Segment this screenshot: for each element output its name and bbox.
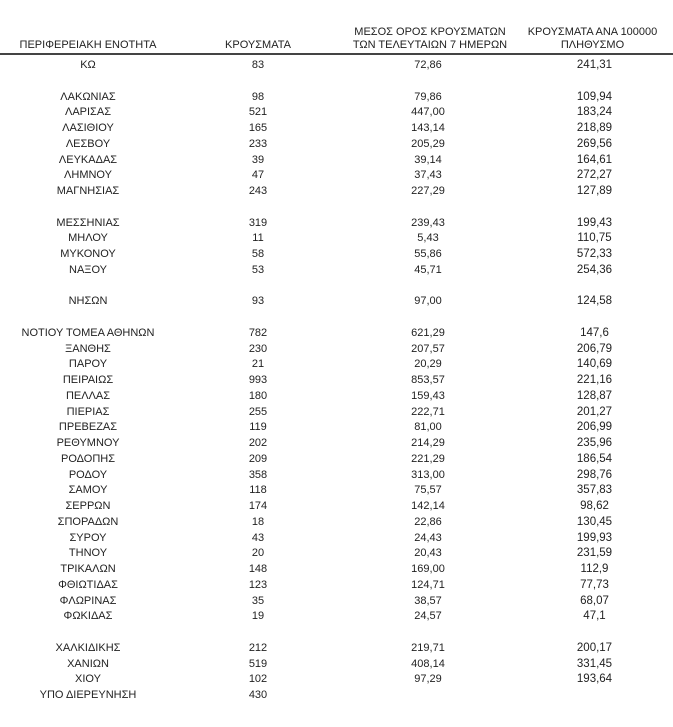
cases-cell: 782	[248, 326, 268, 339]
per100k-cell: 186,54	[576, 452, 613, 465]
blank-row	[0, 625, 673, 641]
per100k-cell: 269,56	[576, 137, 613, 150]
region-cell: ΤΗΝΟΥ	[68, 547, 108, 560]
per100k-cell: 298,76	[576, 468, 613, 481]
cases-cell: 212	[248, 641, 268, 654]
cases-cell: 202	[248, 437, 268, 449]
region-cell: ΥΠΟ ΔΙΕΡΕΥΝΗΣΗ	[39, 689, 137, 701]
avg-cell: 214,29	[411, 437, 445, 449]
avg-cell: 20,29	[414, 358, 442, 371]
header-region: ΠΕΡΙΦΕΡΕΙΑΚΗ ΕΝΟΤΗΤΑ	[19, 39, 157, 51]
blank-row	[0, 74, 673, 90]
blank-row	[0, 279, 673, 295]
per100k-cell: 124,58	[576, 295, 613, 308]
region-cell	[0, 279, 176, 295]
region-cell: ΛΗΜΝΟΥ	[64, 169, 112, 182]
per100k-cell: 140,69	[576, 358, 613, 371]
table-row	[0, 641, 673, 657]
per100k-cell: 112,9	[580, 563, 609, 575]
region-cell	[0, 200, 176, 216]
cases-cell: 243	[248, 185, 268, 197]
region-cell: ΣΠΟΡΑΔΩΝ	[57, 515, 119, 528]
avg-cell: 169,00	[411, 563, 445, 575]
cases-cell: 83	[251, 59, 265, 71]
per100k-cell: 201,27	[576, 405, 613, 418]
cases-cell	[176, 625, 340, 641]
per100k-cell: 199,43	[576, 216, 613, 229]
table-row	[0, 231, 673, 247]
region-cell: ΞΑΝΘΗΣ	[65, 342, 111, 355]
region-cell: ΜΗΛΟΥ	[68, 232, 108, 245]
region-cell: ΠΕΙΡΑΙΩΣ	[62, 374, 114, 386]
table-row	[0, 688, 673, 704]
avg-cell	[340, 688, 516, 704]
avg-cell: 24,43	[414, 531, 442, 544]
cases-cell: 521	[248, 106, 268, 119]
per100k-cell	[516, 74, 673, 90]
avg-cell	[340, 279, 516, 295]
avg-cell	[340, 625, 516, 641]
header-avg	[330, 26, 530, 52]
region-cell: ΝΑΞΟΥ	[69, 263, 107, 276]
table-row	[0, 499, 673, 515]
region-cell: ΝΗΣΩΝ	[68, 295, 108, 308]
table-row	[0, 594, 673, 610]
avg-cell: 219,71	[411, 641, 445, 654]
table-row	[0, 357, 673, 373]
cases-cell: 180	[248, 389, 268, 402]
avg-cell: 447,00	[411, 106, 445, 119]
per100k-cell: 218,89	[576, 122, 613, 134]
per100k-cell: 110,75	[577, 232, 612, 245]
avg-cell: 221,29	[411, 452, 445, 465]
region-cell: ΡΕΘΥΜΝΟΥ	[56, 437, 120, 449]
cases-cell: 230	[248, 342, 268, 355]
region-cell: ΠΑΡΟΥ	[68, 358, 108, 371]
cases-cell: 98	[251, 90, 265, 103]
per100k-cell: 98,62	[580, 500, 609, 512]
avg-cell: 124,71	[411, 578, 445, 591]
cases-cell	[176, 310, 340, 326]
cases-cell	[176, 200, 340, 216]
table-row	[0, 483, 673, 499]
table-row	[0, 168, 673, 184]
region-cell: ΣΥΡΟΥ	[69, 531, 107, 544]
table-row	[0, 247, 673, 263]
table-header	[0, 26, 673, 55]
table-row	[0, 452, 673, 468]
avg-cell: 24,57	[414, 610, 442, 623]
region-cell	[0, 625, 176, 641]
region-cell: ΡΟΔΟΠΗΣ	[60, 452, 116, 465]
table-row	[0, 436, 673, 452]
header-cases: ΚΡΟΥΣΜΑΤΑ	[225, 39, 291, 51]
cases-table	[0, 58, 673, 704]
avg-cell: 222,71	[411, 405, 445, 418]
table-row	[0, 468, 673, 484]
cases-cell: 21	[251, 358, 265, 371]
region-cell: ΛΕΣΒΟΥ	[65, 137, 111, 150]
per100k-cell: 130,45	[576, 515, 613, 528]
per100k-cell: 221,16	[576, 374, 613, 386]
avg-cell: 97,00	[414, 295, 442, 308]
cases-cell: 358	[248, 468, 268, 481]
per100k-cell	[516, 279, 673, 295]
avg-cell	[340, 310, 516, 326]
cases-cell: 209	[248, 452, 268, 465]
region-cell: ΛΑΚΩΝΙΑΣ	[60, 90, 116, 103]
avg-cell: 75,57	[414, 484, 442, 497]
cases-cell: 118	[249, 484, 267, 497]
table-row	[0, 137, 673, 153]
region-cell: ΛΑΣΙΘΙΟΥ	[62, 122, 114, 134]
table-row	[0, 121, 673, 137]
cases-cell: 35	[251, 594, 265, 607]
table-row	[0, 263, 673, 279]
region-cell: ΚΩ	[80, 59, 96, 71]
region-cell: ΝΟΤΙΟΥ ΤΟΜΕΑ ΑΘΗΝΩΝ	[21, 326, 155, 339]
avg-cell: 207,57	[411, 342, 445, 355]
table-row	[0, 90, 673, 106]
header-avg-line2: ΤΩΝ ΤΕΛΕΥΤΑΙΩΝ 7 ΗΜΕΡΩΝ	[352, 39, 508, 51]
table-row	[0, 531, 673, 547]
cases-cell: 993	[248, 374, 268, 386]
region-cell: ΧΑΝΙΩΝ	[67, 657, 109, 670]
header-per100k	[505, 26, 673, 52]
per100k-cell: 147,6	[580, 326, 609, 339]
cases-cell: 319	[248, 216, 268, 229]
cases-cell: 93	[251, 295, 265, 308]
per100k-cell: 200,17	[576, 641, 613, 654]
region-cell: ΜΥΚΟΝΟΥ	[60, 248, 116, 260]
avg-cell: 81,00	[414, 421, 442, 434]
per100k-cell: 128,87	[576, 389, 613, 402]
avg-cell: 55,86	[414, 248, 442, 260]
region-cell: ΦΩΚΙΔΑΣ	[63, 610, 113, 623]
per100k-cell: 231,59	[576, 547, 613, 560]
region-cell: ΦΛΩΡΙΝΑΣ	[59, 594, 117, 607]
cases-cell	[176, 74, 340, 90]
per100k-cell	[516, 688, 673, 704]
per100k-cell: 77,73	[580, 578, 609, 591]
table-row	[0, 342, 673, 358]
cases-cell: 148	[248, 563, 268, 575]
region-cell: ΣΕΡΡΩΝ	[65, 500, 111, 512]
per100k-cell: 199,93	[576, 531, 613, 544]
table-row	[0, 373, 673, 389]
avg-cell: 159,43	[411, 389, 445, 402]
table-row	[0, 657, 673, 673]
avg-cell: 142,14	[411, 500, 445, 512]
per100k-cell: 47,1	[583, 610, 606, 623]
per100k-cell: 235,96	[576, 437, 613, 449]
cases-cell: 39	[251, 153, 265, 166]
avg-cell: 37,43	[414, 169, 442, 182]
avg-cell: 79,86	[414, 90, 442, 103]
per100k-cell	[516, 310, 673, 326]
cases-cell: 11	[252, 232, 264, 245]
region-cell: ΛΑΡΙΣΑΣ	[64, 106, 111, 119]
cases-cell: 53	[251, 263, 265, 276]
table-row	[0, 405, 673, 421]
per100k-cell: 193,64	[576, 673, 613, 686]
per100k-cell: 127,89	[576, 185, 613, 197]
per100k-cell	[516, 625, 673, 641]
header-per100k-line2: ΠΛΗΘΥΣΜΟ	[560, 39, 625, 51]
table-row	[0, 389, 673, 405]
table-row	[0, 105, 673, 121]
cases-cell: 174	[248, 500, 268, 512]
table-row	[0, 515, 673, 531]
cases-cell: 119	[249, 421, 267, 434]
per100k-cell: 241,31	[576, 59, 613, 71]
avg-cell: 45,71	[414, 263, 442, 276]
cases-cell: 43	[251, 531, 265, 544]
per100k-cell: 272,27	[576, 169, 613, 182]
avg-cell	[340, 74, 516, 90]
per100k-cell: 572,33	[576, 248, 613, 260]
header-per100k-line1: ΚΡΟΥΣΜΑΤΑ ΑΝΑ 100000	[527, 26, 658, 38]
per100k-cell: 109,94	[576, 90, 613, 103]
per100k-cell: 254,36	[576, 263, 613, 276]
blank-row	[0, 310, 673, 326]
avg-cell: 853,57	[411, 374, 445, 386]
avg-cell: 72,86	[414, 59, 442, 71]
region-cell: ΛΕΥΚΑΔΑΣ	[58, 153, 118, 166]
header-avg-line1: ΜΕΣΟΣ ΟΡΟΣ ΚΡΟΥΣΜΑΤΩΝ	[354, 26, 506, 38]
avg-cell: 143,14	[411, 122, 445, 134]
cases-cell: 19	[251, 610, 265, 623]
avg-cell: 5,43	[417, 232, 439, 245]
region-cell: ΜΑΓΝΗΣΙΑΣ	[56, 185, 120, 197]
cases-cell: 47	[251, 169, 265, 182]
region-cell: ΧΑΛΚΙΔΙΚΗΣ	[55, 641, 121, 654]
region-cell: ΤΡΙΚΑΛΩΝ	[60, 563, 116, 575]
cases-cell: 255	[248, 405, 268, 418]
cases-cell: 165	[248, 122, 268, 134]
cases-cell: 430	[248, 689, 268, 701]
cases-cell	[176, 279, 340, 295]
region-cell: ΠΙΕΡΙΑΣ	[66, 405, 110, 418]
table-row	[0, 546, 673, 562]
avg-cell: 38,57	[414, 594, 442, 607]
avg-cell	[340, 200, 516, 216]
region-cell: ΠΡΕΒΕΖΑΣ	[58, 421, 118, 434]
table-row	[0, 216, 673, 232]
table-row	[0, 58, 673, 74]
cases-cell: 102	[248, 673, 268, 686]
table-row	[0, 153, 673, 169]
table-row	[0, 609, 673, 625]
per100k-cell: 164,61	[576, 153, 613, 166]
avg-cell: 239,43	[411, 216, 445, 229]
avg-cell: 20,43	[414, 547, 442, 560]
cases-cell: 58	[251, 248, 265, 260]
per100k-cell	[516, 200, 673, 216]
avg-cell: 205,29	[411, 137, 445, 150]
avg-cell: 39,14	[414, 153, 442, 166]
avg-cell: 313,00	[411, 468, 445, 481]
region-cell: ΣΑΜΟΥ	[68, 484, 108, 497]
avg-cell: 97,29	[414, 673, 442, 686]
per100k-cell: 206,99	[576, 421, 613, 434]
per100k-cell: 357,83	[576, 484, 613, 497]
table-row	[0, 420, 673, 436]
avg-cell: 621,29	[411, 326, 445, 339]
blank-row	[0, 200, 673, 216]
table-row	[0, 294, 673, 310]
per100k-cell: 331,45	[576, 657, 613, 670]
region-cell: ΧΙΟΥ	[75, 673, 101, 686]
cases-cell: 233	[248, 137, 268, 150]
region-cell: ΜΕΣΣΗΝΙΑΣ	[56, 216, 120, 229]
per100k-cell: 206,79	[576, 342, 613, 355]
avg-cell: 22,86	[414, 515, 442, 528]
region-cell: ΦΘΙΩΤΙΔΑΣ	[58, 578, 118, 591]
cases-cell: 18	[251, 515, 265, 528]
region-cell: ΠΕΛΛΑΣ	[65, 389, 111, 402]
table-row	[0, 672, 673, 688]
table-row	[0, 578, 673, 594]
table-row	[0, 184, 673, 200]
region-cell: ΡΟΔΟΥ	[68, 468, 108, 481]
region-cell	[0, 74, 176, 90]
per100k-cell: 68,07	[580, 594, 609, 607]
cases-cell: 20	[251, 547, 265, 560]
avg-cell: 408,14	[411, 657, 445, 670]
per100k-cell: 183,24	[576, 106, 613, 119]
region-cell	[0, 310, 176, 326]
cases-cell: 123	[248, 578, 268, 591]
table-row	[0, 562, 673, 578]
avg-cell: 227,29	[411, 185, 445, 197]
table-row	[0, 326, 673, 342]
cases-cell: 519	[248, 657, 268, 670]
